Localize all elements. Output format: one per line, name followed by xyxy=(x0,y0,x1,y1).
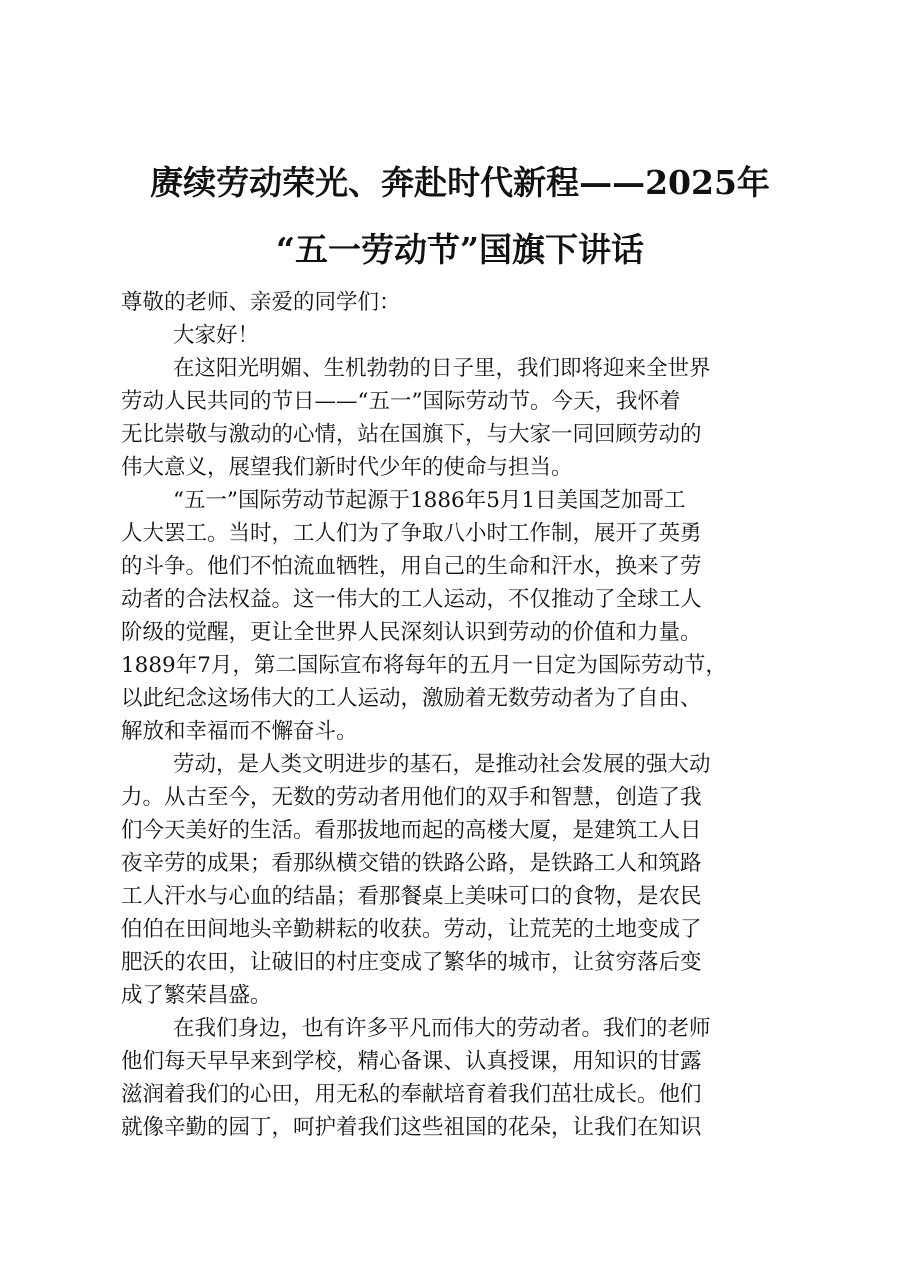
paragraph-2-line: 1889年7月，第二国际宣布将每年的五月一日定为国际劳动节， xyxy=(121,653,727,678)
paragraph-2-line: “五一”国际劳动节起源于1886年5月1日美国芝加哥工 xyxy=(173,488,686,513)
paragraph-3-line: 伯伯在田间地头辛勤耕耘的收获。劳动，让荒芜的土地变成了 xyxy=(121,917,702,942)
paragraph-4-line: 就像辛勤的园丁，呵护着我们这些祖国的花朵，让我们在知识 xyxy=(121,1115,702,1140)
paragraph-2-line: 的斗争。他们不怕流血牺牲，用自己的生命和汗水，换来了劳 xyxy=(121,554,702,579)
document-title-line-1: 赓续劳动荣光、奔赴时代新程——2025年 xyxy=(150,163,770,202)
paragraph-3-line: 肥沃的农田，让破旧的村庄变成了繁华的城市，让贫穷落后变 xyxy=(121,950,702,975)
paragraph-1-line: 在这阳光明媚、生机勃勃的日子里，我们即将迎来全世界 xyxy=(173,356,711,381)
paragraph-3-line: 夜辛劳的成果；看那纵横交错的铁路公路，是铁路工人和筑路 xyxy=(121,851,702,876)
paragraph-3-line: 力。从古至今，无数的劳动者用他们的双手和智慧，创造了我 xyxy=(121,785,702,810)
paragraph-1-line: 伟大意义，展望我们新时代少年的使命与担当。 xyxy=(121,455,573,480)
paragraph-1-line: 劳动人民共同的节日——“五一”国际劳动节。今天，我怀着 xyxy=(121,389,681,414)
paragraph-3-line: 们今天美好的生活。看那拔地而起的高楼大厦，是建筑工人日 xyxy=(121,818,702,843)
paragraph-4-line: 他们每天早早来到学校，精心备课、认真授课，用知识的甘露 xyxy=(121,1049,702,1074)
paragraph-1-line: 无比崇敬与激动的心情，站在国旗下，与大家一同回顾劳动的 xyxy=(121,422,702,447)
paragraph-2-line: 以此纪念这场伟大的工人运动，激励着无数劳动者为了自由、 xyxy=(121,686,702,711)
speech-body xyxy=(121,286,801,1144)
paragraph-2-line: 动者的合法权益。这一伟大的工人运动，不仅推动了全球工人 xyxy=(121,587,702,612)
paragraph-3-line: 工人汗水与心血的结晶；看那餐桌上美味可口的食物，是农民 xyxy=(121,884,702,909)
paragraph-4-line: 滋润着我们的心田，用无私的奉献培育着我们茁壮成长。他们 xyxy=(121,1082,702,1107)
paragraph-3-line: 成了繁荣昌盛。 xyxy=(121,983,272,1008)
paragraph-2-line: 阶级的觉醒，更让全世界人民深刻认识到劳动的价值和力量。 xyxy=(121,620,702,645)
greeting-line: 大家好！ xyxy=(173,323,260,348)
paragraph-3-line: 劳动，是人类文明进步的基石，是推动社会发展的强大动 xyxy=(173,752,711,777)
paragraph-2-line: 人大罢工。当时，工人们为了争取八小时工作制，展开了英勇 xyxy=(121,521,702,546)
paragraph-2-line: 解放和幸福而不懈奋斗。 xyxy=(121,719,358,744)
salutation-line: 尊敬的老师、亲爱的同学们： xyxy=(121,290,401,315)
document-title-line-2: “五一劳动节”国旗下讲话 xyxy=(276,230,644,269)
paragraph-4-line: 在我们身边，也有许多平凡而伟大的劳动者。我们的老师 xyxy=(173,1016,711,1041)
